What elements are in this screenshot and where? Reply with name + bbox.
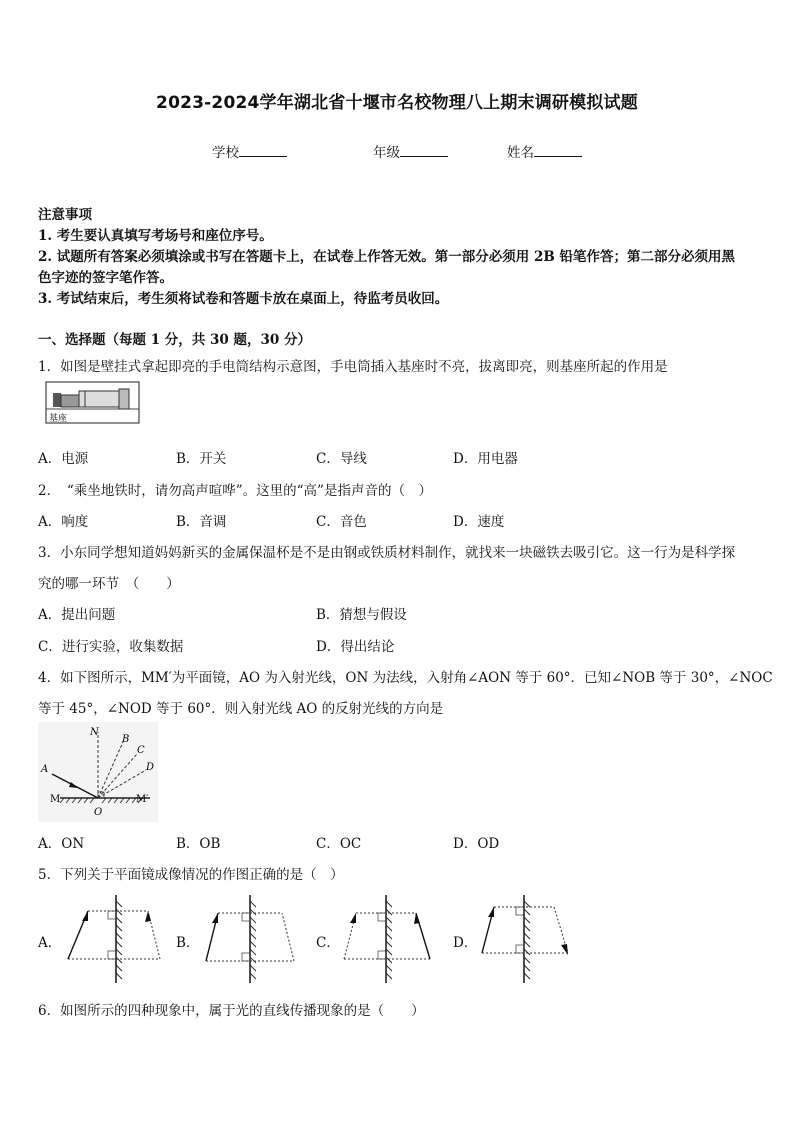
school-field [212, 141, 287, 161]
q3-stem-line1: 3．小东同学想知道妈妈新买的金属保温杯是不是由钢或铁质材料制作，就找来一块磁铁去吸引它。这一行为是科学探 [38, 545, 736, 561]
reflection-diagram [38, 722, 158, 822]
name-field [507, 141, 582, 161]
label-m-prime: M′ [136, 794, 149, 805]
section-heading: 一、选择题（每题 1 分，共 30 题，30 分） [38, 332, 311, 348]
q2-option-a: A．响度 [38, 514, 89, 530]
notice-item-1: 1. 考生要认真填写考场号和座位序号。 [38, 228, 273, 244]
label-n: N [90, 727, 99, 738]
q1-option-d: D．用电器 [453, 451, 518, 467]
q5-option-d-label: D． [453, 935, 478, 951]
flashlight-base-figure [45, 381, 141, 425]
q1-option-a: A．电源 [38, 451, 89, 467]
label-b: B [122, 734, 130, 745]
page-title: 2023-2024学年湖北省十堰市名校物理八上期末调研模拟试题 [156, 93, 638, 113]
grade-field [373, 141, 448, 161]
label-c: C [137, 745, 145, 756]
q6-stem: 6．如图所示的四种现象中，属于光的直线传播现象的是（ ） [38, 1003, 425, 1019]
school-blank [239, 144, 287, 157]
q2-stem: 2． “乘坐地铁时，请勿高声喧哗”。这里的“高”是指声音的（ ） [38, 483, 432, 499]
label-m: M [50, 794, 61, 805]
q4-stem-line1: 4．如下图所示，MM′为平面镜，AO 为入射光线，ON 为法线，入射角∠AON 等于 60°．已知∠NOB 等于 30°，∠NOC [38, 670, 773, 686]
q5-figure-b [198, 893, 298, 985]
name-blank [534, 144, 582, 157]
q5-option-c-label: C． [316, 935, 340, 951]
name-label: 姓名 [507, 145, 534, 161]
notice-item-2: 2. 试题所有答案必须填涂或书写在答题卡上，在试卷上作答无效。第一部分必须用 2B 铅笔作答；第二部分必须用黑 [38, 249, 735, 265]
q1-stem: 1．如图是壁挂式拿起即亮的手电筒结构示意图，手电筒插入基座时不亮，拔离即亮，则基座所起的作用是 [38, 359, 668, 375]
q5-figure-d [476, 893, 576, 985]
q5-option-a-label: A． [38, 935, 62, 951]
q4-option-b: B．OB [176, 836, 221, 852]
grade-blank [400, 144, 448, 157]
q3-option-a: A．提出问题 [38, 607, 116, 623]
school-label: 学校 [212, 145, 239, 161]
q1-option-c: C．导线 [316, 451, 367, 467]
q3-option-c: C．进行实验，收集数据 [38, 639, 184, 655]
label-a: A [41, 764, 49, 775]
label-d: D [146, 762, 155, 773]
q5-option-b-label: B． [176, 935, 200, 951]
q5-stem: 5．下列关于平面镜成像情况的作图正确的是（ ） [38, 867, 344, 883]
figure-label-base: 基座 [49, 414, 68, 424]
label-o: O [94, 807, 103, 818]
q3-stem-line2: 究的哪一环节 （ ） [38, 576, 180, 592]
notice-item-3: 3. 考试结束后，考生须将试卷和答题卡放在桌面上，待监考员收回。 [38, 291, 449, 307]
grade-label: 年级 [373, 145, 400, 161]
q4-stem-line2: 等于 45°，∠NOD 等于 60°．则入射光线 AO 的反射光线的方向是 [38, 701, 444, 717]
q2-option-b: B．音调 [176, 514, 227, 530]
q2-option-d: D．速度 [453, 514, 505, 530]
notice-heading: 注意事项 [38, 207, 92, 223]
q5-figure-c [338, 893, 438, 985]
q2-option-c: C．音色 [316, 514, 367, 530]
q5-figure-a [64, 893, 164, 985]
q1-option-b: B．开关 [176, 451, 227, 467]
q3-option-b: B．猜想与假设 [316, 607, 407, 623]
q4-option-c: C．OC [316, 836, 362, 852]
q4-option-a: A．ON [38, 836, 85, 852]
q3-option-d: D．得出结论 [316, 639, 395, 655]
q4-option-d: D．OD [453, 836, 500, 852]
notice-item-2-cont: 色字迹的签字笔作答。 [38, 270, 173, 286]
